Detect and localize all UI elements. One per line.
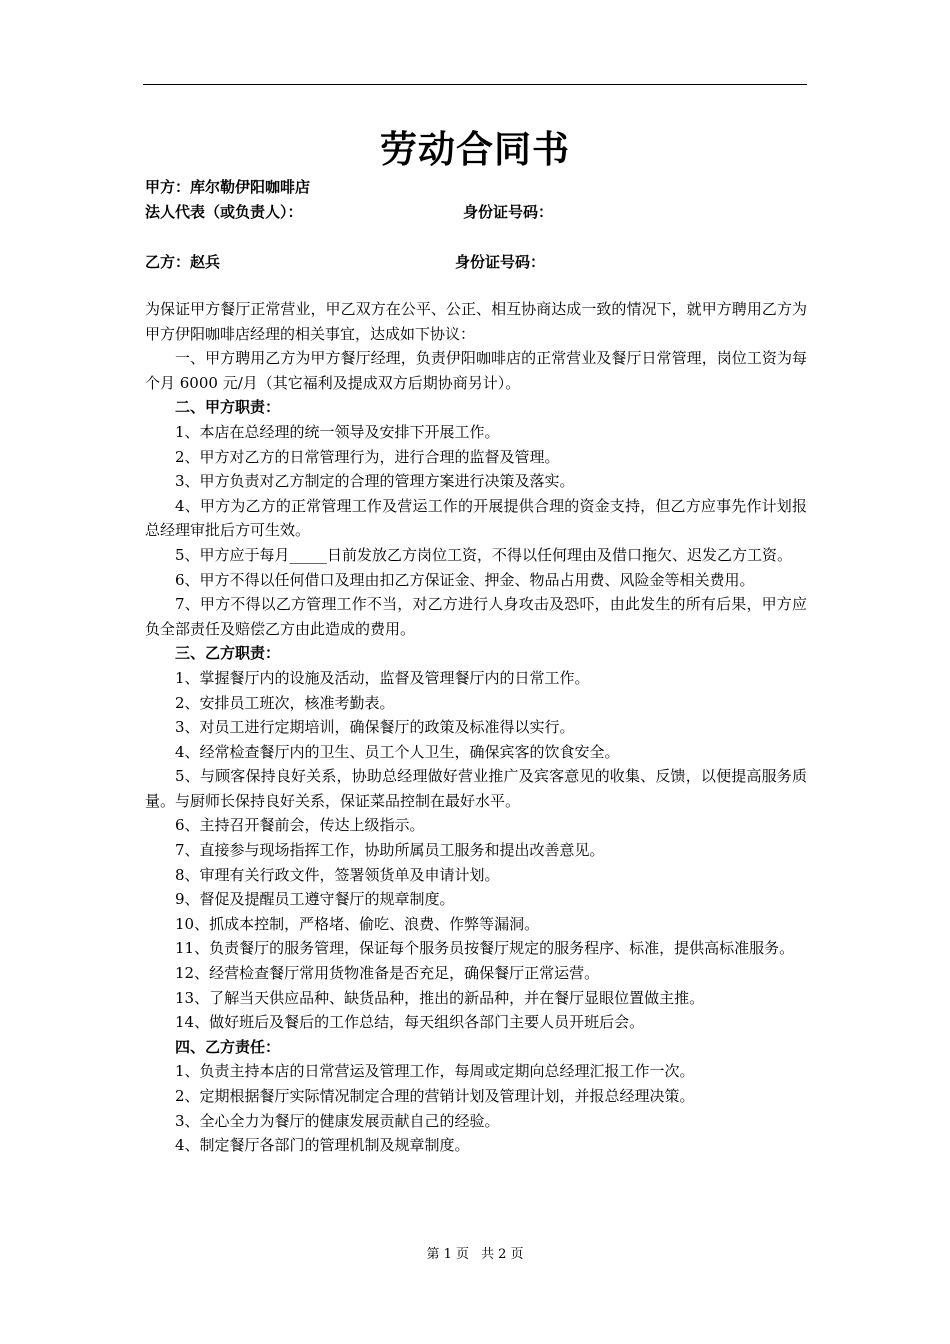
contract-paragraph: 5、甲方应于每月_____日前发放乙方岗位工资，不得以任何理由及借口拖欠、迟发乙方工资。 [175, 545, 793, 564]
contract-paragraph: 2、甲方对乙方的日常管理行为，进行合理的监督及管理。 [175, 447, 560, 466]
contract-paragraph: 2、定期根据餐厅实际情况制定合理的营销计划及管理计划，并报总经理决策。 [175, 1087, 695, 1105]
page-total: 共 2 页 [481, 1247, 524, 1262]
contract-paragraph: 1、本店在总经理的统一领导及安排下开展工作。 [175, 422, 500, 441]
contract-paragraph: 2、安排员工班次，核准考勤表。 [175, 693, 395, 712]
contract-paragraph: 12、经营检查餐厅常用货物准备是否充足，确保餐厅正常运营。 [175, 964, 600, 983]
contract-paragraph: 4、甲方为乙方的正常管理工作及营运工作的开展提供合理的资金支持，但乙方应事先作计划报总经理审批后方可生效。 [145, 496, 807, 540]
contract-paragraph: 9、督促及提醒员工遵守餐厅的规章制度。 [175, 890, 455, 909]
contract-paragraph: 4、经常检查餐厅内的卫生、员工个人卫生，确保宾客的饮食安全。 [175, 742, 620, 761]
contract-paragraph: 1、负责主持本店的日常营运及管理工作，每周或定期向总经理汇报工作一次。 [175, 1062, 695, 1081]
contract-paragraph: 3、全心全力为餐厅的健康发展贡献自己的经验。 [175, 1111, 500, 1130]
contract-paragraph: 8、审理有关行政文件，签署领货单及申请计划。 [175, 865, 500, 884]
contract-paragraph: 1、掌握餐厅内的设施及活动，监督及管理餐厅内的日常工作。 [175, 668, 590, 687]
section-heading: 三、乙方职责： [175, 644, 281, 663]
party-b-name: 乙方：赵兵 [145, 253, 221, 271]
document-title: 劳动合同书 [380, 128, 570, 171]
page-number: 第 1 页 [426, 1247, 469, 1262]
contract-body [145, 297, 807, 1158]
contract-paragraph: 6、甲方不得以任何借口及理由扣乙方保证金、押金、物品占用费、风险金等相关费用。 [175, 570, 755, 589]
contract-paragraph: 14、做好班后及餐后的工作总结，每天组织各部门主要人员开班后会。 [175, 1013, 645, 1032]
contract-paragraph: 13、了解当天供应品种、缺货品种，推出的新品种，并在餐厅显眼位置做主推。 [175, 988, 705, 1007]
party-a-line [145, 175, 807, 199]
contract-paragraph: 11、负责餐厅的服务管理，保证每个服务员按餐厅规定的服务程序、标准，提供高标准服务。 [175, 939, 795, 958]
party-a-name: 甲方：库尔勒伊阳咖啡店 [145, 178, 311, 196]
contract-paragraph: 4、制定餐厅各部门的管理机制及规章制度。 [175, 1136, 470, 1155]
contract-paragraph: 7、甲方不得以乙方管理工作不当，对乙方进行人身攻击及恐吓，由此发生的所有后果，甲方应负全部责任及赔偿乙方由此造成的费用。 [145, 595, 807, 638]
contract-paragraph: 3、对员工进行定期培训，确保餐厅的政策及标准得以实行。 [175, 718, 575, 737]
party-b-line [145, 250, 807, 274]
header-rule [143, 84, 807, 85]
section-heading: 四、乙方责任： [175, 1037, 281, 1056]
section-heading: 二、甲方职责： [175, 398, 281, 417]
legal-rep-label: 法人代表（或负责人）： [145, 203, 303, 221]
id-number-label-a: 身份证号码： [463, 203, 554, 221]
contract-paragraph: 10、抓成本控制，严格堵、偷吃、浪费、作弊等漏洞。 [175, 914, 540, 933]
page-footer [0, 1246, 950, 1264]
contract-paragraph: 为保证甲方餐厅正常营业，甲乙双方在公平、公正、相互协商达成一致的情况下，就甲方聘用乙方为甲方伊阳咖啡店经理的相关事宜，达成如下协议： [145, 300, 807, 343]
contract-paragraph: 7、直接参与现场指挥工作，协助所属员工服务和提出改善意见。 [175, 841, 605, 860]
contract-paragraph: 5、与顾客保持良好关系，协助总经理做好营业推广及宾客意见的收集、反馈，以便提高服务质量。与厨师长保持良好关系，保证菜品控制在最好水平。 [145, 767, 807, 810]
contract-paragraph: 6、主持召开餐前会，传达上级指示。 [175, 816, 425, 835]
contract-paragraph: 一、甲方聘用乙方为甲方餐厅经理，负责伊阳咖啡店的正常营业及餐厅日常管理，岗位工资为每个月 6000 元/月（其它福利及提成双方后期协商另计）。 [145, 349, 807, 392]
contract-paragraph: 3、甲方负责对乙方制定的合理的管理方案进行决策及落实。 [175, 472, 575, 491]
legal-rep-line [145, 200, 807, 224]
id-number-label-b: 身份证号码： [455, 253, 546, 271]
